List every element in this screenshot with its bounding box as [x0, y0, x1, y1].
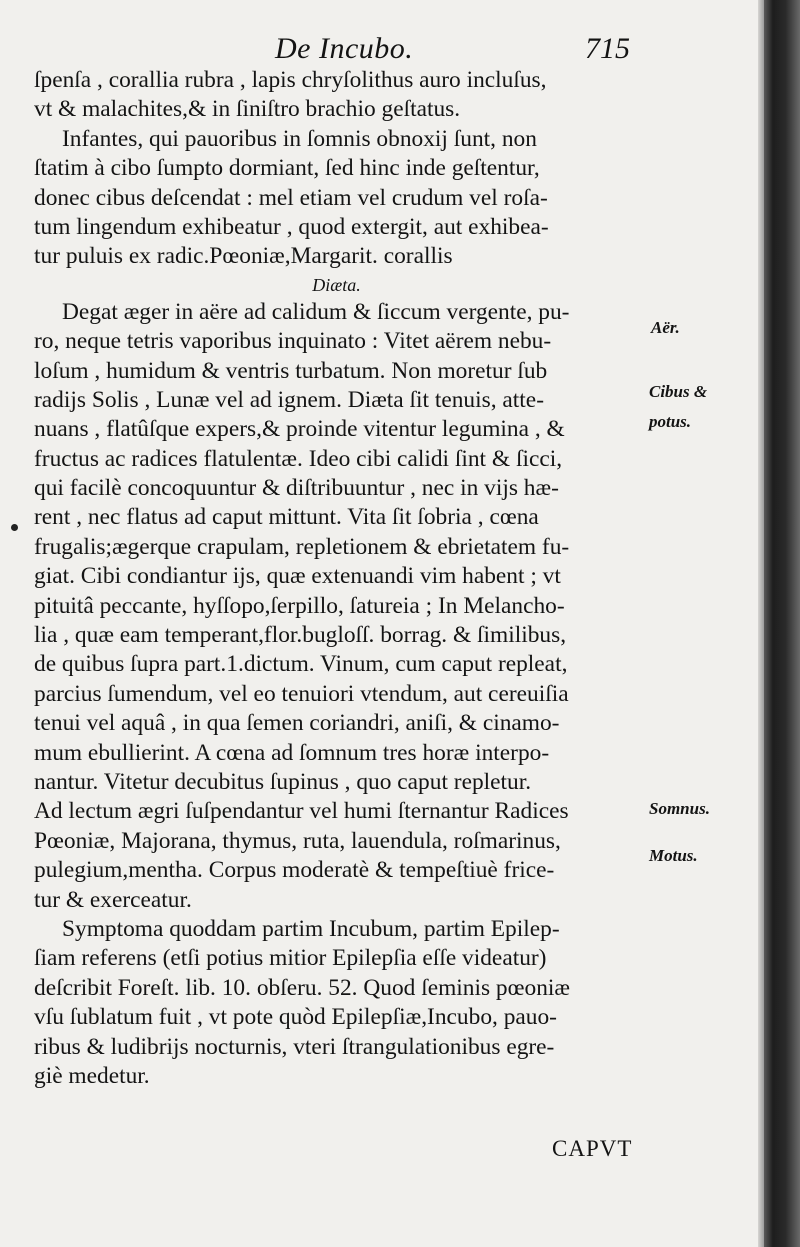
text-line: tenui vel aquâ , in qua ſemen coriandri, aniſi, & cinamo-	[34, 710, 560, 737]
text-line: vſu ſublatum fuit , vt pote quòd Epilepſiæ,Incubo, pauo-	[34, 1004, 557, 1031]
text-line: tur puluis ex radic.Pœoniæ,Margarit. corallis	[34, 243, 453, 270]
text-line: giè medetur.	[34, 1062, 150, 1089]
text-line: rent , nec flatus ad caput mittunt. Vita ſit ſobria , cœna	[34, 504, 539, 531]
margin-note-cibus: Cibus &	[649, 382, 708, 401]
text-line: parcius ſumendum, vel eo tenuiori vtendum, aut cereuiſia	[34, 680, 569, 707]
margin-note-motus: Motus.	[649, 846, 698, 865]
text-line: mum ebullierint. A cœna ad ſomnum tres horæ interpo-	[34, 739, 550, 766]
text-line: tur & exerceatur.	[34, 886, 192, 913]
text-line: ſiam referens (etſi potius mitior Epilepſia eſſe videatur)	[34, 945, 547, 972]
text-line: lia , quæ eam temperant,flor.bugloſſ. borrag. & ſimilibus,	[34, 622, 567, 649]
text-line: pituitâ peccante, hyſſopo,ſerpillo, ſatureia ; In Melancho-	[34, 592, 565, 619]
text-line: qui facilè concoquuntur & diſtribuuntur , nec in vijs hæ-	[34, 475, 559, 502]
text-line: loſum , humidum & ventris turbatum. Non moretur ſub	[34, 357, 548, 384]
ink-speck	[11, 524, 18, 531]
text-line: nuans , flatûſque expers,& proinde vitentur legumina , &	[34, 416, 565, 443]
running-head: De Incubo.	[275, 32, 414, 65]
margin-note-somnus: Somnus.	[649, 799, 710, 818]
text-line: donec cibus deſcendat : mel etiam vel crudum vel roſa-	[34, 184, 548, 211]
text-line: Degat æger in aëre ad calidum & ſiccum vergente, pu-	[62, 298, 570, 325]
text-line: frugalis;ægerque crapulam, repletionem & ebrietatem fu-	[34, 533, 570, 560]
text-line: de quibus ſupra part.1.dictum. Vinum, cum caput repleat,	[34, 651, 568, 678]
text-line: Ad lectum ægri ſuſpendantur vel humi ſternantur Radices	[34, 798, 569, 825]
text-line: ſtatim à cibo ſumpto dormiant, ſed hinc inde geſtentur,	[34, 155, 540, 182]
text-line: giat. Cibi condiantur ijs, quæ extenuandi vim habent ; vt	[34, 563, 561, 590]
text-line: pulegium,mentha. Corpus moderatè & tempeſtiuè frice-	[34, 857, 555, 884]
text-line: deſcribit Foreſt. lib. 10. obſeru. 52. Quod ſeminis pœoniæ	[34, 974, 570, 1001]
text-line: ribus & ludibrijs nocturnis, vteri ſtrangulationibus egre-	[34, 1033, 555, 1060]
book-binding	[764, 0, 800, 1247]
section-heading: Diæta.	[312, 274, 361, 295]
text-line: radijs Solis , Lunæ vel ad ignem. Diæta ſit tenuis, atte-	[34, 386, 544, 413]
main-text	[34, 66, 639, 1091]
text-line: ro, neque tetris vaporibus inquinato : Vitet aërem nebu-	[34, 328, 552, 355]
text-line: Pœoniæ, Majorana, thymus, ruta, lauendula, roſmarinus,	[34, 827, 561, 854]
text-line: tum lingendum exhibeatur , quod extergit, aut exhibea-	[34, 213, 549, 240]
text-line: fructus ac radices flatulentæ. Ideo cibi calidi ſint & ſicci,	[34, 445, 563, 472]
text-line: Symptoma quoddam partim Incubum, partim Epilep-	[62, 915, 560, 942]
text-line: nantur. Vitetur decubitus ſupinus , quo caput repletur.	[34, 768, 532, 795]
margin-note-aer: Aër.	[651, 318, 680, 337]
margin-note-potus: potus.	[649, 412, 692, 431]
catchword: CAPVT	[552, 1136, 633, 1161]
text-line: Infantes, qui pauoribus in ſomnis obnoxij ſunt, non	[62, 125, 537, 152]
text-line: vt & malachites,& in ſiniſtro brachio geſtatus.	[34, 96, 461, 123]
text-line: ſpenſa , corallia rubra , lapis chryſolithus auro incluſus,	[34, 67, 547, 93]
page-number: 715	[585, 32, 630, 65]
